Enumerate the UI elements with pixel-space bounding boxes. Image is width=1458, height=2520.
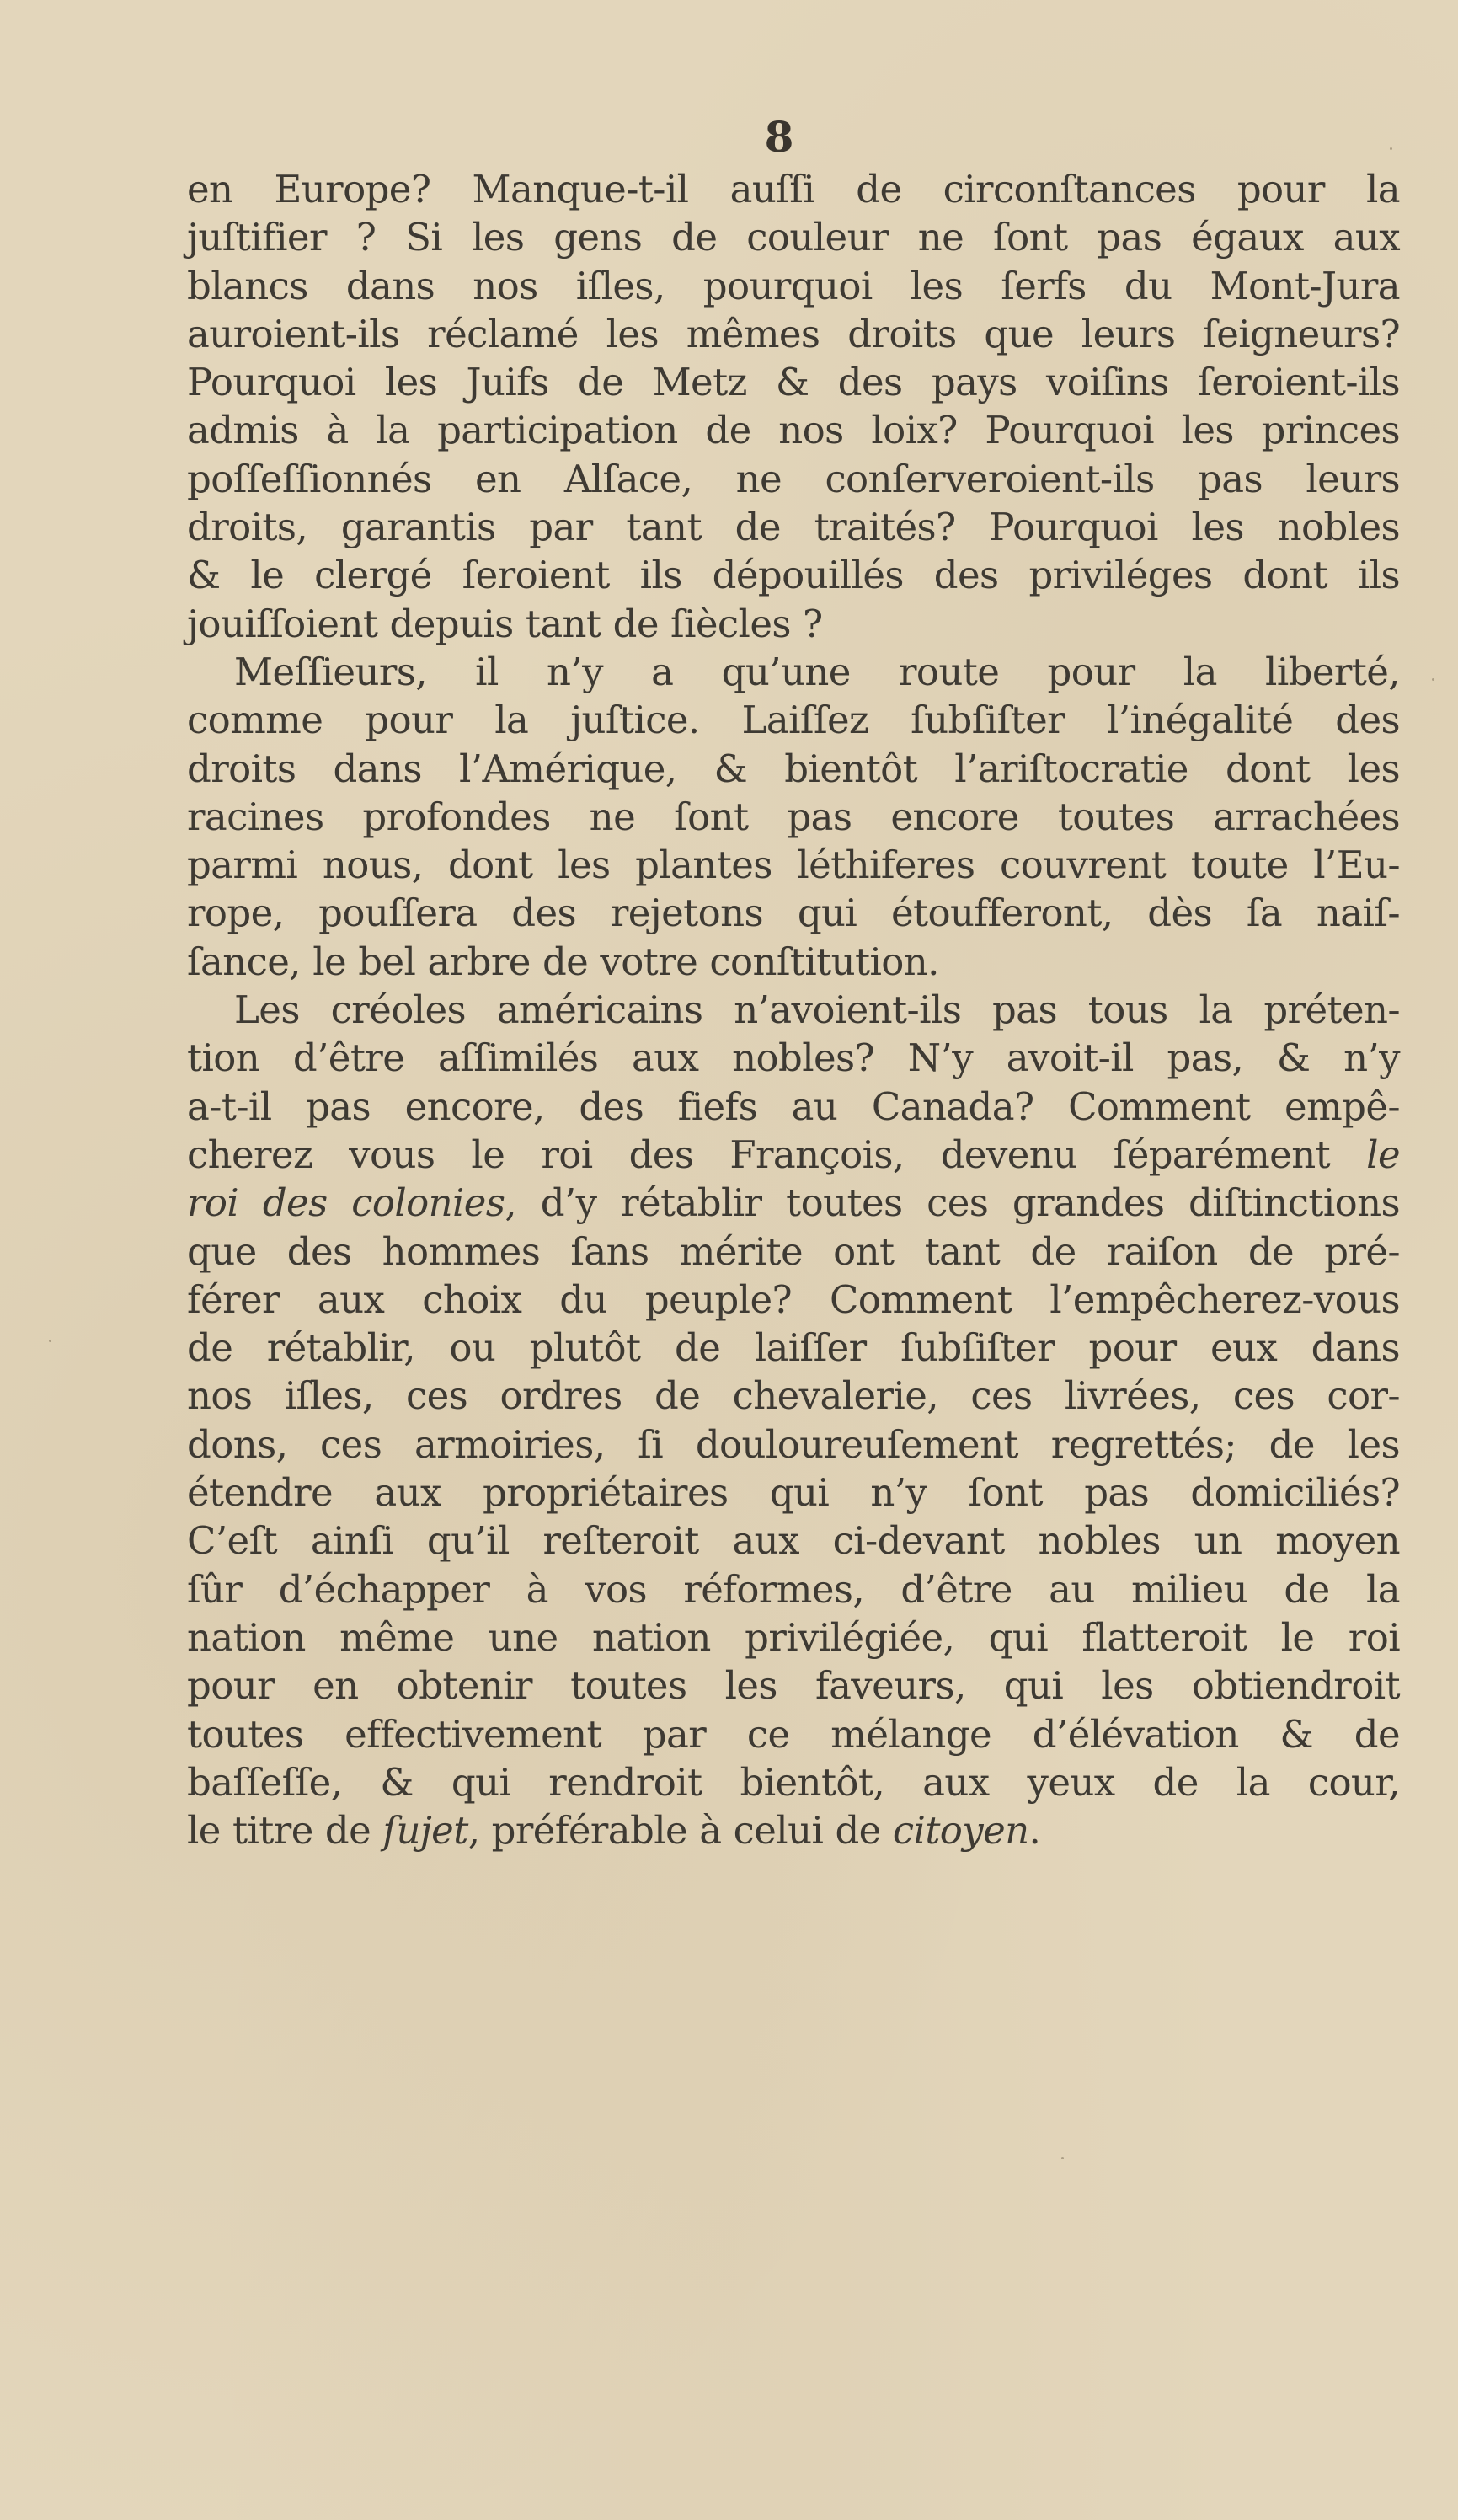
text-line: comme pour la juſtice. Laiſſez ſubſiſter l’inégalité des xyxy=(187,698,1400,743)
paper-speck xyxy=(49,1340,51,1342)
body-text xyxy=(187,165,1400,1854)
line-segment: le titre de xyxy=(187,1808,371,1854)
text-line: auroient-ils réclamé les mêmes droits que leurs ſeigneurs? xyxy=(187,311,1400,356)
line-segment: , préférable à celui de xyxy=(467,1808,881,1854)
text-line: blancs dans nos iſles, pourquoi les ſerfs du Mont-Jura xyxy=(187,263,1400,308)
text-line xyxy=(187,1806,1400,1854)
text-line: ſance, le bel arbre de votre conſtitution. xyxy=(187,939,939,984)
text-line: ſûr d’échapper à vos réformes, d’être au milieu de la xyxy=(187,1566,1400,1612)
text-line: a-t-il pas encore, des fiefs au Canada? Comment empê- xyxy=(187,1083,1400,1129)
text-line: rope, pouſſera des rejetons qui étoufferont, dès ſa naiſ- xyxy=(187,891,1400,936)
text-line: pour en obtenir toutes les faveurs, qui les obtiendroit xyxy=(187,1663,1400,1709)
paper-speck xyxy=(1432,678,1434,681)
line-segment: , d’y rétablir toutes ces grandes diſtinctions xyxy=(505,1180,1400,1226)
text-line: C’eſt ainſi qu’il reſteroit aux ci-devant nobles un moyen xyxy=(187,1518,1400,1564)
text-line xyxy=(187,1131,1400,1179)
text-line: que des hommes ſans mérite ont tant de raiſon de pré- xyxy=(187,1228,1400,1274)
text-line: dons, ces armoiries, ſi douloureuſement regrettés; de les xyxy=(187,1421,1400,1467)
text-line: droits, garantis par tant de traités? Pourquoi les nobles xyxy=(187,505,1400,550)
line-segment: . xyxy=(1028,1808,1041,1854)
page-number: 8 xyxy=(764,112,794,162)
text-line: en Europe? Manque-t-il auſſi de circonſtances pour la xyxy=(187,167,1400,211)
text-line: toutes effectivement par ce mélange d’élévation & de xyxy=(187,1711,1400,1757)
text-line: férer aux choix du peuple? Comment l’empêcherez-vous xyxy=(187,1276,1400,1322)
paper-speck xyxy=(1390,147,1392,150)
text-line: de rétablir, ou plutôt de laiſſer ſubſiſter pour eux dans xyxy=(187,1325,1400,1371)
italic-segment: citoyen xyxy=(892,1808,1029,1854)
italic-segment: ſujet xyxy=(382,1808,468,1854)
text-line: nos iſles, ces ordres de chevalerie, ces livrées, ces cor- xyxy=(187,1373,1400,1419)
italic-segment: le xyxy=(1366,1132,1400,1177)
text-line: juſtifier ? Si les gens de couleur ne ſont pas égaux aux xyxy=(187,215,1400,260)
text-line: étendre aux propriétaires qui n’y ſont pas domiciliés? xyxy=(187,1470,1400,1516)
text-line: & le clergé ſeroient ils dépouillés des priviléges dont ils xyxy=(187,553,1400,598)
text-line: admis à la participation de nos loix? Pourquoi les princes xyxy=(187,408,1400,453)
italic-segment: roi des colonies xyxy=(187,1180,505,1226)
text-line: nation même une nation privilégiée, qui flatteroit le roi xyxy=(187,1614,1400,1660)
text-line: Pourquoi les Juifs de Metz & des pays voiſins ſeroient-ils xyxy=(187,360,1400,405)
text-line xyxy=(187,1179,1400,1227)
paragraph-start-line: Meſſieurs, il n’y a qu’une route pour la liberté, xyxy=(234,649,1400,694)
text-line: tion d’être aſſimilés aux nobles? N’y avoit-il pas, & n’y xyxy=(187,1035,1400,1081)
text-line: jouiſſoient depuis tant de ſiècles ? xyxy=(187,601,823,646)
text-line: racines profondes ne ſont pas encore toutes arrachées xyxy=(187,794,1400,839)
text-line: baſſeſſe, & qui rendroit bientôt, aux yeux de la cour, xyxy=(187,1759,1400,1805)
paper-speck xyxy=(1061,2157,1064,2159)
line-segment: cherez vous le roi des François, devenu ſéparément xyxy=(187,1132,1331,1177)
text-line: poſſeſſionnés en Alſace, ne conſerveroient-ils pas leurs xyxy=(187,456,1400,501)
text-line: droits dans l’Amérique, & bientôt l’ariſtocratie dont les xyxy=(187,746,1400,791)
text-line: parmi nous, dont les plantes léthiferes couvrent toute l’Eu- xyxy=(187,843,1400,888)
paragraph-start-line: Les créoles américains n’avoient-ils pas tous la préten- xyxy=(234,987,1400,1033)
